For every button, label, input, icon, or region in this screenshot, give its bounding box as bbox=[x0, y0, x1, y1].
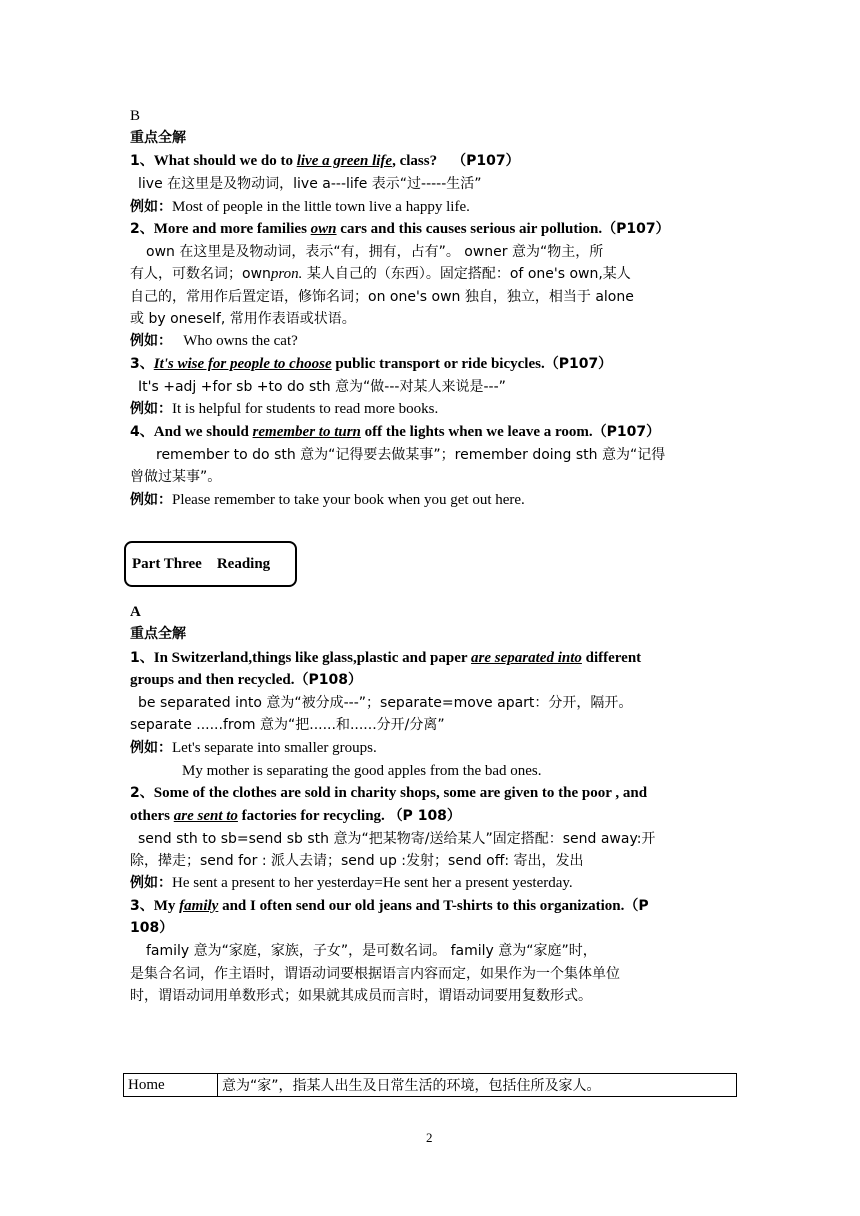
b-item-2-explain-4: 或 by oneself, 常用作表语或状语。 bbox=[130, 311, 356, 327]
b-item-4-title: 4、And we should remember to turn off the lights when we leave a room.（P107） bbox=[130, 424, 661, 440]
section-b-heading: 重点全解 bbox=[130, 130, 186, 146]
part-three-reading-box bbox=[124, 541, 297, 587]
a-item-2-explain-1: send sth to sb=send sb sth 意为“把某物寄/送给某人”固定搭配：send away:开 bbox=[138, 831, 656, 847]
a-item-1-title-2: groups and then recycled.（P108） bbox=[130, 672, 362, 688]
a-item-3-explain-2: 是集合名词，作主语时，谓语动词要根据语言内容而定，如果作为一个集体单位 bbox=[130, 966, 620, 982]
table-definition-cell: 意为“家”，指某人出生及日常生活的环境，包括住所及家人。 bbox=[218, 1074, 737, 1097]
b-item-3-example: 例如：It is helpful for students to read more books. bbox=[130, 401, 439, 417]
a-item-1-example-1: 例如：Let's separate into smaller groups. bbox=[130, 740, 377, 756]
section-a-heading: 重点全解 bbox=[130, 626, 186, 642]
a-item-2-title-1: 2、Some of the clothes are sold in charity shops, some are given to the poor , and bbox=[130, 785, 648, 801]
b-item-2-explain-3: 自己的，常用作后置定语，修饰名词；on one's own 独自，独立，相当于 alone bbox=[130, 289, 634, 305]
a-item-2-title-2: others are sent to factories for recycling. （P 108） bbox=[130, 808, 461, 824]
a-item-2-explain-2: 除，撵走；send for : 派人去请；send up :发射；send off: 寄出，发出 bbox=[130, 853, 584, 869]
table-row bbox=[124, 1074, 737, 1097]
a-item-1-explain-2: separate ......from 意为“把......和......分开/分离” bbox=[130, 717, 445, 733]
b-item-3-explain: It's +adj +for sb +to do sth 意为“做---对某人来说是---” bbox=[138, 379, 506, 395]
section-letter-a: A bbox=[130, 604, 141, 620]
a-item-2-example: 例如：He sent a present to her yesterday=He sent her a present yesterday. bbox=[130, 875, 573, 891]
b-item-4-explain-1: remember to do sth 意为“记得要去做某事”；remember doing sth 意为“记得 bbox=[156, 447, 666, 463]
a-item-3-title-2: 108） bbox=[130, 920, 174, 936]
b-item-2-explain-1: own 在这里是及物动词，表示“有，拥有，占有”。 owner 意为“物主，所 bbox=[146, 244, 604, 260]
a-item-3-title-1: 3、My family and I often send our old jeans and T-shirts to this organization.（P bbox=[130, 898, 649, 914]
part-three-reading-label: Part Three Reading bbox=[132, 556, 271, 572]
b-item-2-title: 2、More and more families own cars and this causes serious air pollution.（P107） bbox=[130, 221, 670, 237]
b-item-4-example: 例如：Please remember to take your book when you get out here. bbox=[130, 492, 525, 508]
section-letter-b: B bbox=[130, 108, 141, 124]
a-item-1-example-2: My mother is separating the good apples from the bad ones. bbox=[182, 763, 542, 779]
b-item-3-title: 3、It's wise for people to choose public transport or ride bicycles.（P107） bbox=[130, 356, 613, 372]
table-term-cell: Home bbox=[124, 1074, 218, 1097]
b-item-2-example: 例如： Who owns the cat? bbox=[130, 333, 298, 349]
a-item-3-explain-1: family 意为“家庭，家族，子女”，是可数名词。 family 意为“家庭”时， bbox=[146, 943, 597, 959]
b-item-1-example: 例如：Most of people in the little town live a happy life. bbox=[130, 199, 470, 215]
b-item-2-explain-2: 有人，可数名词；ownpron. 某人自己的（东西）。固定搭配：of one's own,某人 bbox=[130, 266, 631, 282]
a-item-3-explain-3: 时，谓语动词用单数形式；如果就其成员而言时，谓语动词要用复数形式。 bbox=[130, 988, 592, 1004]
b-item-1-title: 1、What should we do to live a green life, class? （P107） bbox=[130, 153, 520, 169]
a-item-1-title-1: 1、In Switzerland,things like glass,plastic and paper are separated into different bbox=[130, 650, 642, 666]
definition-table bbox=[123, 1073, 737, 1097]
b-item-4-explain-2: 曾做过某事”。 bbox=[130, 469, 222, 485]
b-item-1-explain: live 在这里是及物动词，live a---life 表示“过-----生活” bbox=[138, 176, 482, 192]
page-number: 2 bbox=[426, 1130, 433, 1145]
a-item-1-explain-1: be separated into 意为“被分成---”；separate=move apart：分开，隔开。 bbox=[138, 695, 633, 711]
